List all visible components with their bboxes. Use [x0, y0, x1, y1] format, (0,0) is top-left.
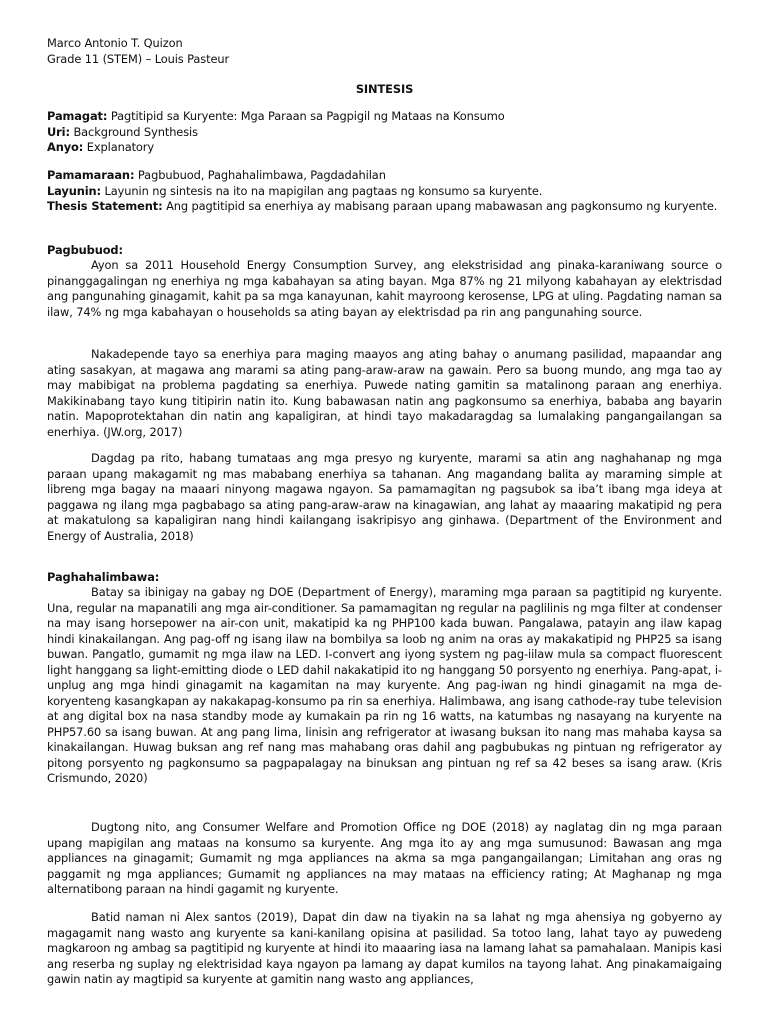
paghahalimbawa-paragraph-1: Batay sa ibinigay na gabay ng DOE (Department of Energy), maraming mga paraan sa pagtitipid ng kuryente. Una, regular na mapanatili ang mga air-conditioner. Sa pamamagitan ng regular na paglilinis ng mga filter at condenser na may isang horsepower na air-con unit, makatipid ka ng PHP100 kada buwan. Pangalawa, patayin ang ilaw kapag hindi kinakailangan. Ang pag-off ng isang ilaw na bombilya sa loob ng anim na oras ay makakatipid ng PHP25 sa isang buwan. Pangatlo, gumamit ng mga ilaw na LED. I-convert ang iyong system ng pag-iilaw mula sa compact fluorescent light hanggang sa light-emitting diode o LED dahil nakakatipid ito ng hanggang 50 porsyento ng enerhiya. Pang-apat, i-unplug ang mga hindi ginagamit na kagamitan na may kuryente. Ang pag-iwan ng hindi ginagamit na mga de-koryenteng kasangkapan ay nakakapag-konsumo pa rin sa enerhiya. Halimbawa, ang isang cathode-ray tube television at ang digital box na nasa standby mode ay kumakain pa rin ng 16 watts, na katumbas ng nasayang na kuryente na PHP57.60 sa isang buwan. At ang pang lima, linisin ang refrigerator at iwasang buksan ito nang mas mahaba kaysa sa kinakailangan. Huwag buksan ang ref nang mas mahabang oras dahil ang pagbubukas ng pintuan ng refrigerator ay pitong porsyento ng pagkonsumo sa pagpapalagay na binuksan ang pintuan ng ref sa 42 beses sa isang araw. (Kris Crismundo, 2020)	[47, 585, 722, 785]
pagbubuod-paragraph-2: Nakadepende tayo sa enerhiya para maging maayos ang ating bahay o anumang pasilidad, mapaandar ang ating sasakyan, at magawa ang marami sa ating pang-araw-araw na gawain. Pero sa buong mundo, ang mga tao ay may mabibigat na problema pagdating sa enerhiya. Puwede nating gamitin sa matalinong paraan ang enerhiya. Makikinabang tayo kung titipirin natin ito. Kung babawasan natin ang pagkonsumo sa enerhiya, bababa ang bayarin natin. Mapoprotektahan din natin ang kapaligiran, at hindi tayo makadaragdag sa lumalaking pangangailangan sa enerhiya. (JW.org, 2017)	[47, 347, 722, 439]
paghahalimbawa-paragraph-2: Dugtong nito, ang Consumer Welfare and Promotion Office ng DOE (2018) ay naglatag din ng mga paraan upang mapigilan ang mataas na konsumo sa kuryente. Ang mga ito ay ang mga sumusunod: Bawasan ang mga appliances na ginagamit; Gumamit ng mga appliances na akma sa mga pangangailangan; Limitahan ang oras ng paggamit ng mga appliances; Gumamit ng appliances na may mataas na efficiency rating; At Maghanap ng mga alternatibong paraan na hindi gagamit ng kuryente.	[47, 820, 722, 896]
document-title: SINTESIS	[355, 82, 414, 96]
paghahalimbawa-heading	[47, 570, 722, 586]
anyo-label: Anyo:	[47, 140, 84, 154]
uri-value: Background Synthesis	[69, 124, 198, 139]
info-block	[47, 168, 722, 215]
author-block	[47, 36, 722, 67]
paghahalimbawa-paragraph-3: Batid naman ni Alex santos (2019), Dapat din daw na tiyakin na sa lahat ng mga ahensiya ng gobyerno ay magagamit nang wasto ang kuryente sa kani-kanilang opisina at pasilidad. Sa totoo lang, lahat tayo ay puwedeng magkaroon ng ambag sa pagtitipid ng kuryente at hindi ito maaaring iasa na lamang lahat sa pamahalaan. Manipis kasi ang reserba ng suplay ng elektrisidad kaya ngayon pa lamang ay dapat kumilos na tayong lahat. Ang pinakamaigaing gawin natin ay magtipid sa kuryente at gamitin nang wasto ang appliances,	[47, 910, 722, 986]
author-name: Marco Antonio T. Quizon	[47, 36, 183, 50]
pamamaraan-value: Pagbubuod, Paghahalimbawa, Pagdadahilan	[134, 168, 386, 182]
grade-section: Grade 11 (STEM) – Louis Pasteur	[47, 51, 230, 66]
paghahalimbawa-heading-text: Paghahalimbawa:	[47, 570, 160, 584]
thesis-label: Thesis Statement:	[47, 199, 163, 213]
layunin-value: Layunin ng sintesis na ito na mapigilan ang pagtaas ng konsumo sa kuryente.	[101, 183, 543, 198]
pamagat-label: Pamagat:	[47, 109, 108, 123]
pagbubuod-paragraph-3: Dagdag pa rito, habang tumataas ang mga presyo ng kuryente, marami sa atin ang naghahanap ng mga paraan upang makagamit ng mas mababang enerhiya sa tahanan. Ang magandang balita ay maraming simple at libreng mga bagay na maaari ninyong magawa ngayon. Sa pamamagitan ng pagsubok sa iba’t ibang mga ideya at paggawa ng ilang mga pagbabago sa ating pang-araw-araw na kinagawian, ang lahat ay maaaring makatipid ng pera at makatulong sa kapaligiran nang hindi kailangang isakripisyo ang ginhawa. (Department of the Environment and Energy of Australia, 2018)	[47, 451, 722, 543]
pagbubuod-heading-text: Pagbubuod:	[47, 243, 123, 257]
anyo-value: Explanatory	[83, 140, 155, 154]
pamagat-value: Pagtitipid sa Kuryente: Mga Paraan sa Pagpigil ng Mataas na Konsumo	[107, 109, 505, 123]
thesis-value: Ang pagtitipid sa enerhiya ay mabisang paraan upang mabawasan ang pagkonsumo ng kuryente.	[162, 199, 718, 213]
meta-block	[47, 109, 722, 156]
pagbubuod-heading	[47, 243, 722, 259]
layunin-label: Layunin:	[47, 183, 102, 198]
pagbubuod-paragraph-1: Ayon sa 2011 Household Energy Consumption Survey, ang elekstrisidad ang pinaka-karaniwang source o pinanggagalingan ng enerhiya ng mga kabahayan sa ating bayan. Mga 87% ng 21 milyong kabahayan ay elektrisdad ang pangunahing ginagamit, kahit pa sa mga kanayunan, kahit mayroong kerosense, LPG at uling. Pagdating naman sa ilaw, 74% ng mga kabahayan o households sa ating bayan ay elektrisdad pa rin ang pangunahing source.	[47, 258, 722, 319]
pamamaraan-label: Pamamaraan:	[47, 168, 135, 182]
uri-label: Uri:	[47, 124, 70, 139]
